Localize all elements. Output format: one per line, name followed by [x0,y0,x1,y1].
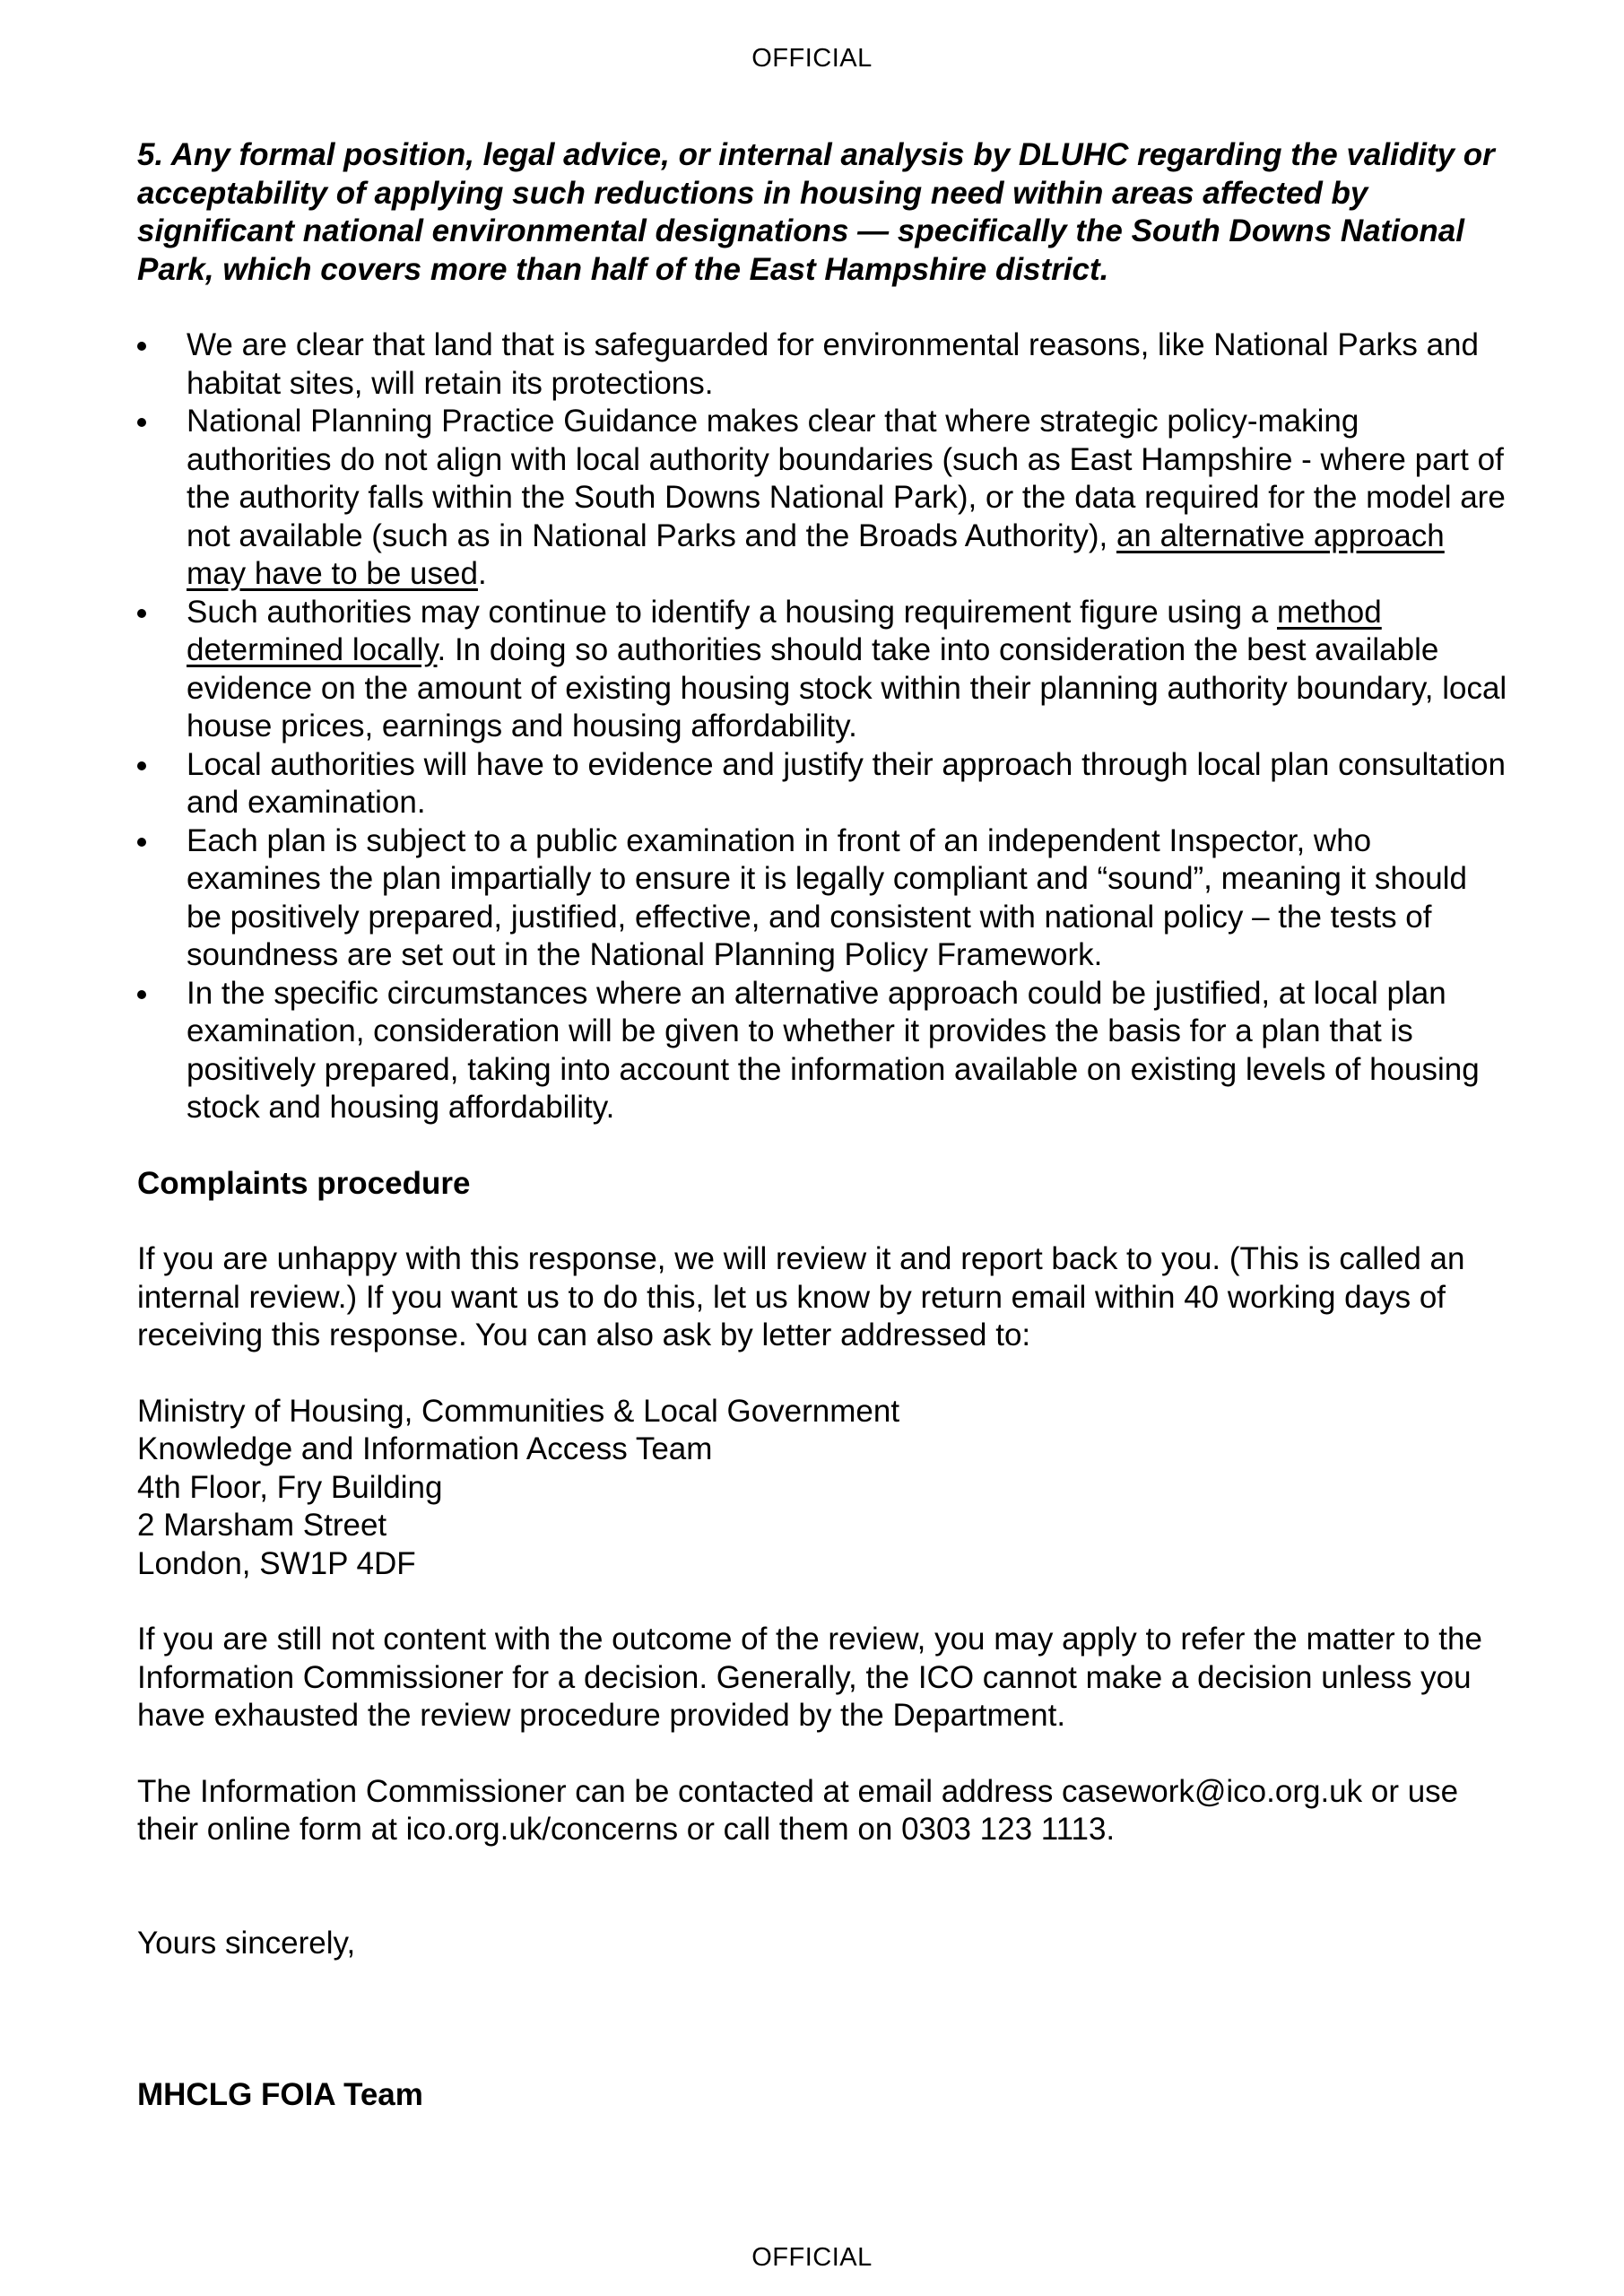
signature: MHCLG FOIA Team [137,2077,423,2112]
letter-body [137,136,1509,2115]
complaints-heading: Complaints procedure [137,1165,471,1201]
bullet-icon [137,609,146,618]
closing-salutation: Yours sincerely, [137,1925,356,1961]
address-line: 2 Marsham Street [137,1508,387,1543]
address-line: Knowledge and Information Access Team [137,1431,713,1466]
bullet-text: In the specific circumstances where an alternative approach could be justified, at local plan examination, consideration will be given to whether it provides the basis for a plan that is positively prepared, taking into account the information available on existing levels of housing stock and housing affordability. [187,975,1480,1125]
bullet-text: National Planning Practice Guidance makes clear that where strategic policy-making authorities do not align with local authority boundaries (such as East Hampshire - where part of the authority falls within the South Downs National Park), or the data required for the model are not available (such as in National Parks and the Broads Authority), [187,404,1506,553]
bullet-text: Such authorities may continue to identify a housing requirement figure using a [187,594,1277,630]
header-security-marking: OFFICIAL [751,44,873,73]
response-bullet-list [137,326,1509,1127]
bullet-icon [137,342,146,351]
address-line: 4th Floor, Fry Building [137,1469,443,1505]
bullet-text: We are clear that land that is safeguarded for environmental reasons, like National Parks and habitat sites, will retain its protections. [187,327,1479,401]
address-line: London, SW1P 4DF [137,1545,416,1581]
footer-security-marking: OFFICIAL [751,2243,873,2272]
bullet-item [137,975,1509,1127]
bullet-icon [137,761,146,770]
bullet-icon [137,990,146,999]
bullet-item [137,822,1509,975]
ico-review-paragraph: If you are still not content with the outcome of the review, you may apply to refer the matter to the Information Commissioner for a decision. Generally, the ICO cannot make a decision unless you have exhausted the review procedure provided by the Department. [137,1622,1482,1733]
bullet-item [137,594,1509,746]
bullet-icon [137,838,146,847]
bullet-text-end: . In doing so authorities should take into consideration the best available evidence on the amount of existing housing stock within their planning authority boundary, local house prices, earnings and housing affordability. [187,632,1507,744]
address-line: Ministry of Housing, Communities & Local Government [137,1393,900,1429]
question-heading: 5. Any formal position, legal advice, or internal analysis by DLUHC regarding the validity or acceptability of applying such reductions in housing need within areas affected by significant national environmental designations — specifically the South Downs National Park, which covers more than half of the East Hampshire district. [137,137,1495,287]
bullet-item [137,403,1509,594]
postal-address [137,1393,1509,1584]
ico-contact-paragraph: The Information Commissioner can be contacted at email address casework@ico.org.uk or use their online form at ico.org.uk/concerns or call them on 0303 123 1113. [137,1773,1459,1847]
bullet-text: Local authorities will have to evidence and justify their approach through local plan consultation and examination. [187,746,1506,820]
bullet-item [137,326,1509,403]
bullet-item [137,746,1509,822]
method-determined-locally-link[interactable]: method determined locally [187,594,1382,667]
bullet-text: Each plan is subject to a public examination in front of an independent Inspector, who examines the plan impartially to ensure it is legally compliant and “sound”, meaning it should be positively prepared, justified, effective, and consistent with national policy – the tests of soundness are set out in the National Planning Policy Framework. [187,822,1467,972]
alternative-approach-link[interactable]: an alternative approach may have to be used [187,517,1445,591]
complaints-intro-paragraph: If you are unhappy with this response, we will review it and report back to you. (This is called an internal review.) If you want us to do this, let us know by return email within 40 working days of receiving this response. You can also ask by letter addressed to: [137,1241,1465,1352]
bullet-text-end: . [477,556,487,591]
bullet-icon [137,418,146,427]
